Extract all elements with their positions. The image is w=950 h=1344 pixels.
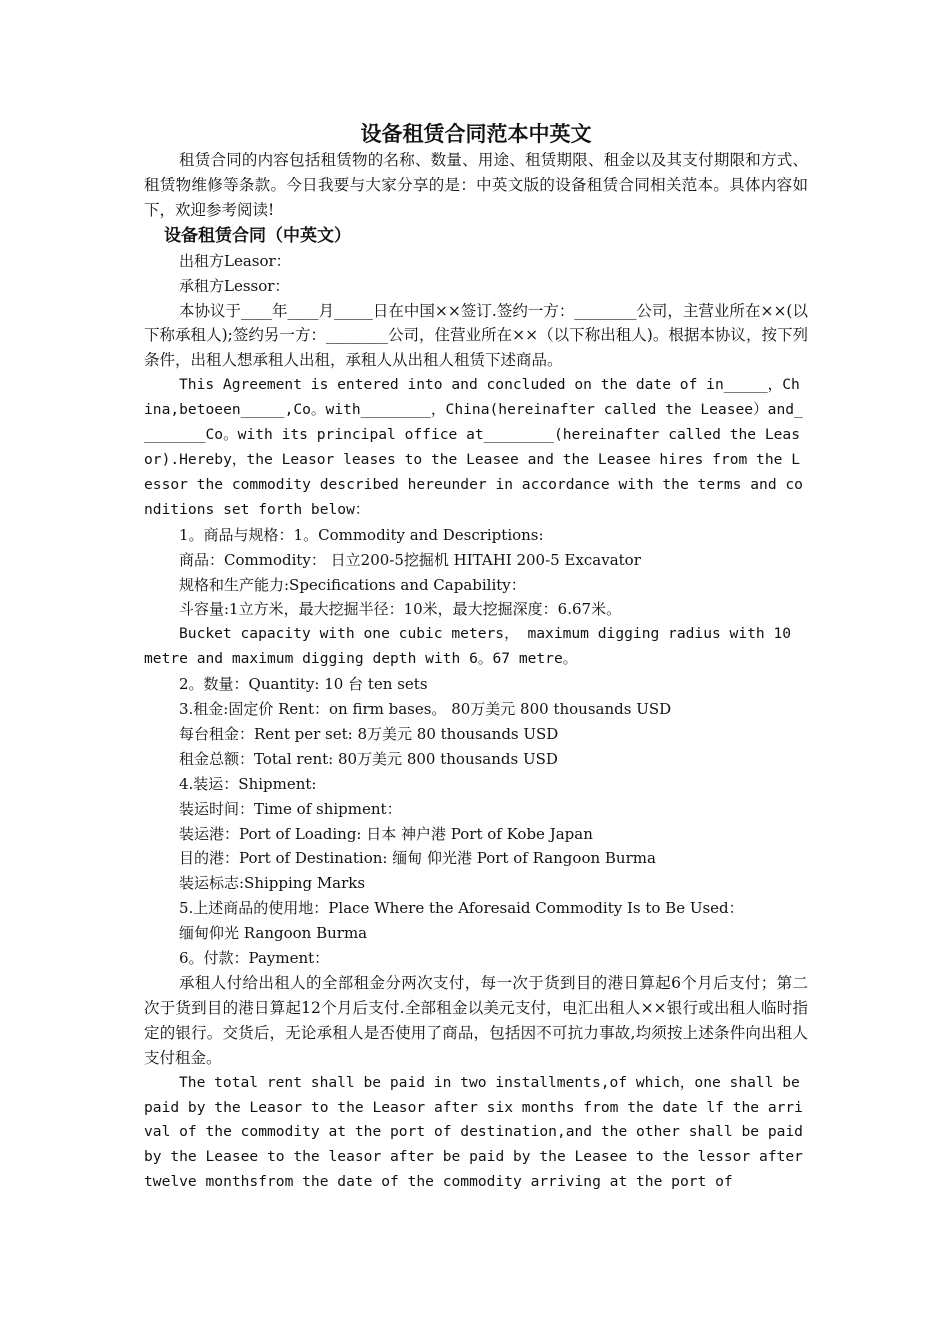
item5-heading: 5.上述商品的使用地：Place Where the Aforesaid Commodity Is to Be Used： [179,899,744,918]
item1-heading: 1。商品与规格：1。Commodity and Descriptions: [179,525,544,544]
item1-commodity: 商品：Commodity： 日立200-5挖掘机 HITAHI 200-5 Excavator [179,550,641,569]
contract-subtitle: 设备租赁合同（中英文） [164,225,351,246]
lessor-line: 出租方Leasor： [179,251,291,270]
item1-specs: 规格和生产能力:Specifications and Capability： [179,575,526,594]
agreement-en-paragraph: This Agreement is entered into and concluded on the date of in_____，China,betoeen_____,Co。with________，China(hereinafter called the Leasee）and________Co。with its principal office at________(hereinafter called the Leasor).Hereby，the Leasor leases to the Leasee and the Leasee hires from the Lessor the commodity described hereunder in accordance with the terms and conditions set forth below： [144,376,803,518]
item4-destination: 目的港：Port of Destination: 缅甸 仰光港 Port of Rangoon Burma [179,849,656,868]
item6-heading: 6。付款：Payment： [179,949,330,968]
document-title: 设备租赁合同范本中英文 [360,121,592,146]
item4-time: 装运时间：Time of shipment： [179,799,402,818]
item3-rent: 3.租金:固定价 Rent：on firm bases。 80万美元 800 thousands USD [179,700,672,719]
item3-total: 租金总额：Total rent: 80万美元 800 thousands USD [179,749,558,768]
intro-paragraph: 租赁合同的内容包括租赁物的名称、数量、用途、租赁期限、租金以及其支付期限和方式、租赁物维修等条款。今日我要与大家分享的是：中英文版的设备租赁合同相关范本。具体内容如下，欢迎参考阅读! [144,151,808,219]
item6-en-paragraph: The total rent shall be paid in two installments,of which，one shall be paid by the Leasor to the Leasor after six months from the date lf the arrival of the commodity at the port of destination,and the other shall be paid by the Leasee to the leasor after be paid by the Leasee to the lessor after twelve monthsfrom the date of the commodity arriving at the port of [144,1073,803,1191]
item5-place: 缅甸仰光 Rangoon Burma [179,924,368,943]
lessee-line: 承租方Lessor： [179,276,290,295]
document-page [144,120,808,1195]
item3-per-set: 每台租金：Rent per set: 8万美元 80 thousands USD [179,724,559,743]
item4-marks: 装运标志:Shipping Marks [179,874,366,893]
item1-bucket-cn: 斗容量:1立方米，最大挖掘半径：10米，最大挖掘深度：6.67米。 [179,600,622,619]
item1-bucket-en: Bucket capacity with one cubic meters， maximum digging radius with 10 metre and maximum digging depth with 6。67 metre。 [144,625,792,668]
item6-cn-paragraph: 承租人付给出租人的全部租金分两次支付，每一次于货到目的港日算起6个月后支付；第二次于货到目的港日算起12个月后支付.全部租金以美元支付，电汇出租人××银行或出租人临时指定的银行。交货后，无论承租人是否使用了商品，包括因不可抗力事故,均须按上述条件向出租人支付租金。 [144,974,808,1067]
item4-loading: 装运港：Port of Loading: 日本 神户港 Port of Kobe Japan [179,824,593,843]
agreement-cn-paragraph: 本协议于____年____月_____日在中国××签订.签约一方：________公司，主营业所在××(以下称承租人);签约另一方：________公司，住营业所在××（以下称出租人)。根据本协议，按下列条件，出租人想承租人出租，承租人从出租人租赁下述商品。 [144,301,808,370]
item2-quantity: 2。数量：Quantity: 10 台 ten sets [179,675,428,694]
item4-heading: 4.装运：Shipment: [179,774,317,793]
